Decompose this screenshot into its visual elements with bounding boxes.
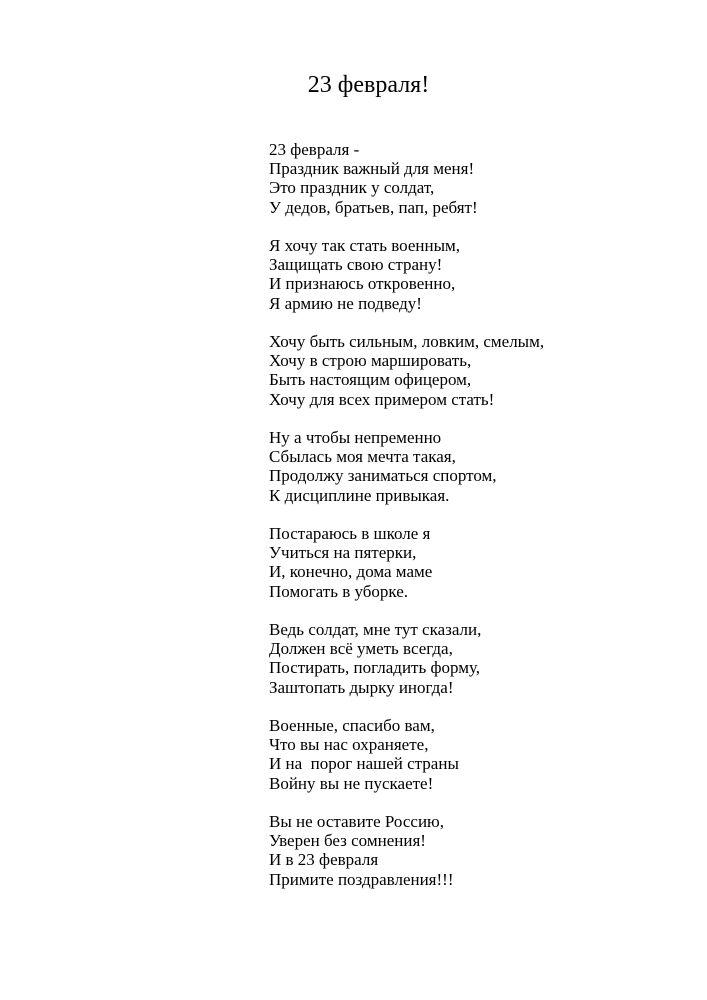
- poem-line: Должен всё уметь всегда,: [269, 639, 453, 659]
- poem-line: Уверен без сомнения!: [269, 831, 426, 851]
- poem-line: Ведь солдат, мне тут сказали,: [269, 620, 482, 639]
- poem-line: 23 февраля -: [269, 140, 360, 159]
- document-title: 23 февраля!: [307, 72, 430, 98]
- stanza: [269, 140, 544, 217]
- poem-line: Ну а чтобы непременно: [269, 428, 442, 447]
- poem-line: Хочу быть сильным, ловким, смелым,: [269, 332, 545, 351]
- stanza: [269, 620, 544, 697]
- poem-line: Войну вы не пускаете!: [269, 773, 434, 793]
- poem-line: Хочу для всех примером стать!: [269, 389, 495, 409]
- poem-line: Постирать, погладить форму,: [269, 658, 481, 678]
- poem-line: Я хочу так стать военным,: [269, 236, 461, 255]
- stanza: [269, 236, 544, 313]
- poem-line: И на порог нашей страны: [269, 754, 459, 774]
- stanza: [269, 812, 544, 889]
- poem-line: Примите поздравления!!!: [269, 869, 454, 889]
- poem-line: Вы не оставите Россию,: [269, 812, 444, 831]
- poem-line: Сбылась моя мечта такая,: [269, 447, 456, 467]
- poem-line: Продолжу заниматься спортом,: [269, 466, 497, 486]
- stanza: [269, 524, 544, 601]
- poem-line: У дедов, братьев, пап, ребят!: [269, 197, 478, 217]
- poem-line: Праздник важный для меня!: [269, 159, 475, 179]
- poem-line: И признаюсь откровенно,: [269, 274, 456, 294]
- poem-line: Постараюсь в школе я: [269, 524, 431, 543]
- poem-line: Это праздник у солдат,: [269, 178, 435, 198]
- poem-line: Что вы нас охраняете,: [269, 735, 429, 755]
- stanza: [269, 332, 544, 409]
- poem-line: И, конечно, дома маме: [269, 562, 433, 582]
- poem-line: К дисциплине привыкая.: [269, 485, 450, 505]
- poem-body: [269, 140, 544, 908]
- stanza: [269, 716, 544, 793]
- poem-line: Помогать в уборке.: [269, 581, 409, 601]
- poem-line: Военные, спасибо вам,: [269, 716, 435, 735]
- poem-line: Защищать свою страну!: [269, 255, 443, 275]
- stanza: [269, 428, 544, 505]
- poem-line: Учиться на пятерки,: [269, 543, 417, 563]
- poem-line: Я армию не подведу!: [269, 293, 422, 313]
- poem-line: Хочу в строю маршировать,: [269, 351, 472, 371]
- poem-line: Быть настоящим офицером,: [269, 370, 472, 390]
- poem-line: Заштопать дырку иногда!: [269, 677, 454, 697]
- poem-line: И в 23 февраля: [269, 850, 379, 870]
